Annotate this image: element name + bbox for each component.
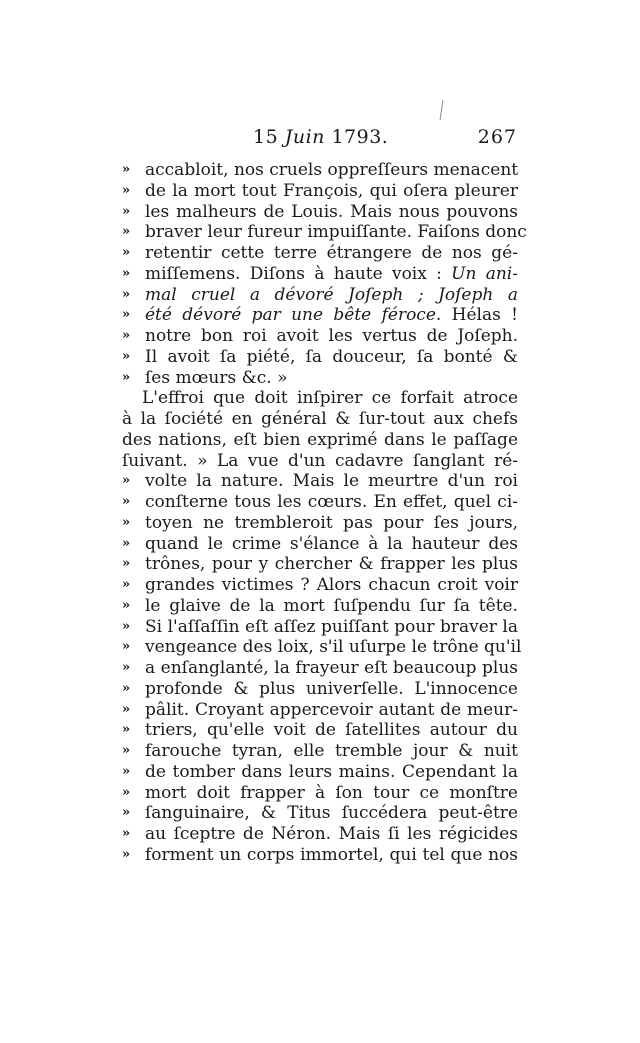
text-line <box>122 430 518 451</box>
guillemet-mark: » <box>122 514 131 530</box>
line-text: retentir cette terre étrangere de nos gé- <box>145 243 518 263</box>
guillemet-mark: » <box>122 245 131 260</box>
line-text <box>145 264 518 285</box>
guillemet-mark: » <box>122 182 131 198</box>
line-text <box>145 305 518 326</box>
text-line <box>122 596 518 617</box>
line-text-italic: été dévoré par une bête féroce. <box>145 305 442 326</box>
line-text: pâlit. Croyant appercevoir autant de meur- <box>145 699 518 720</box>
text-line <box>122 534 518 555</box>
guillemet-mark: » <box>122 597 131 613</box>
line-text-roman: miſſemens. Diſons à haute voix : <box>145 263 442 284</box>
text-line <box>122 471 518 492</box>
line-text: L'effroi que doit inſpirer ce forfait atroce <box>142 388 518 409</box>
line-text: mal cruel a dévoré Joſeph ; Joſeph a <box>145 284 518 305</box>
line-text: au ſceptre de Néron. Mais ſi les régicides <box>145 824 518 844</box>
guillemet-mark: » <box>122 369 131 385</box>
line-text: le glaive de la mort ſuſpendu ſur ſa tête. <box>145 595 518 616</box>
text-line <box>122 181 518 202</box>
guillemet-mark: » <box>122 162 131 177</box>
text-line <box>122 824 518 845</box>
line-text: triers, qu'elle voit de ſatellites autour du <box>145 720 518 741</box>
line-text: quand le crime s'élance à la hauteur des <box>145 533 518 554</box>
text-line <box>122 845 518 866</box>
text-line <box>122 222 527 243</box>
guillemet-mark: » <box>122 577 131 592</box>
guillemet-mark: » <box>122 701 131 717</box>
text-line <box>122 617 518 638</box>
text-line <box>122 347 518 368</box>
line-text: Il avoit ſa piété, ſa douceur, ſa bonté & <box>145 346 518 367</box>
guillemet-mark: » <box>122 826 131 841</box>
text-line <box>122 451 518 472</box>
text-line <box>122 285 518 306</box>
guillemet-mark: » <box>122 763 131 779</box>
guillemet-mark: » <box>122 328 131 343</box>
guillemet-mark: » <box>122 805 131 821</box>
line-text: Si l'aſſaſſin eſt aſſez puiſſant pour braver la <box>145 616 518 637</box>
text-line <box>122 762 518 783</box>
page-number: 267 <box>477 126 517 148</box>
line-text: les malheurs de Louis. Mais nous pouvons <box>145 201 518 222</box>
guillemet-mark: » <box>122 473 131 489</box>
line-text: à la ſociété en général & ſur-tout aux chefs <box>122 409 518 429</box>
text-line <box>122 554 518 575</box>
header-date-month: Juin <box>284 126 325 148</box>
line-text: volte la nature. Mais le meurtre d'un roi <box>145 471 518 492</box>
line-text: de tomber dans leurs mains. Cependant la <box>145 761 518 782</box>
line-text: a enſanglanté, la frayeur eſt beaucoup plus <box>145 658 518 678</box>
text-line <box>122 575 518 596</box>
text-line <box>122 368 518 389</box>
guillemet-mark: » <box>122 660 131 675</box>
header-date-year: 1793. <box>331 126 389 148</box>
line-text: accabloit, nos cruels oppreſſeurs menacent <box>145 160 519 180</box>
running-header <box>253 126 517 152</box>
line-text: vengeance des loix, s'il uſurpe le trône qu'il <box>145 637 522 658</box>
guillemet-mark: » <box>122 743 131 758</box>
line-text: forment un corps immortel, qui tel que nos <box>145 844 518 865</box>
guillemet-mark: » <box>122 307 131 323</box>
guillemet-mark: » <box>122 265 131 281</box>
line-text: farouche tyran, elle tremble jour & nuit <box>145 741 518 761</box>
text-line <box>122 492 518 513</box>
text-line <box>122 720 518 741</box>
text-line <box>122 700 518 721</box>
text-line <box>122 264 518 285</box>
line-text: ſanguinaire, & Titus ſuccédera peut-être <box>145 803 518 824</box>
guillemet-mark: » <box>122 722 131 738</box>
guillemet-mark: » <box>122 556 131 572</box>
line-text: de la mort tout François, qui oſera pleurer <box>145 180 518 201</box>
line-text-italic: Un ani- <box>451 263 518 284</box>
guillemet-mark: » <box>122 203 131 219</box>
text-line <box>122 409 518 430</box>
text-line <box>122 803 518 824</box>
guillemet-mark: » <box>122 618 131 634</box>
guillemet-mark: » <box>122 680 131 696</box>
line-text: ſuivant. » La vue d'un cadavre ſanglant ré- <box>122 450 518 471</box>
text-line <box>122 388 518 409</box>
line-text: profonde & plus univerſelle. L'innocence <box>145 678 518 699</box>
line-text: grandes victimes ? Alors chacun croit voir <box>145 575 518 595</box>
guillemet-mark: » <box>122 535 131 551</box>
line-text: notre bon roi avoit les vertus de Joſeph. <box>145 326 518 346</box>
line-text: braver leur fureur impuiſſante. Faiſons donc <box>145 222 527 243</box>
guillemet-mark: » <box>122 286 131 302</box>
text-line <box>122 305 518 326</box>
header-date <box>253 126 388 148</box>
text-line <box>122 326 518 347</box>
guillemet-mark: » <box>122 846 131 862</box>
guillemet-mark: » <box>122 348 131 364</box>
text-line <box>122 658 518 679</box>
text-line <box>122 637 522 658</box>
text-line <box>122 679 518 700</box>
text-line <box>122 243 518 264</box>
line-text: conſterne tous les cœurs. En effet, quel ci- <box>145 492 518 512</box>
line-text: trônes, pour y chercher & frapper les plus <box>145 554 518 575</box>
text-line <box>122 741 518 762</box>
text-line <box>122 513 518 534</box>
line-text: des nations, eſt bien exprimé dans le paſſage <box>122 429 518 450</box>
line-text: ſes mœurs &c. » <box>145 367 288 388</box>
guillemet-mark: » <box>122 639 131 655</box>
guillemet-mark: » <box>122 224 131 240</box>
guillemet-mark: » <box>122 494 131 509</box>
line-text: toyen ne trembleroit pas pour ſes jours, <box>145 512 518 533</box>
line-text: mort doit frapper à ſon tour ce monſtre <box>145 782 518 803</box>
text-line <box>122 783 518 804</box>
text-line <box>122 160 518 181</box>
body-text <box>122 160 527 866</box>
guillemet-mark: » <box>122 784 131 800</box>
header-date-day: 15 <box>253 126 279 148</box>
text-line <box>122 202 518 223</box>
stray-ink-mark <box>440 100 444 120</box>
line-text-roman: Hélas ! <box>451 305 519 326</box>
